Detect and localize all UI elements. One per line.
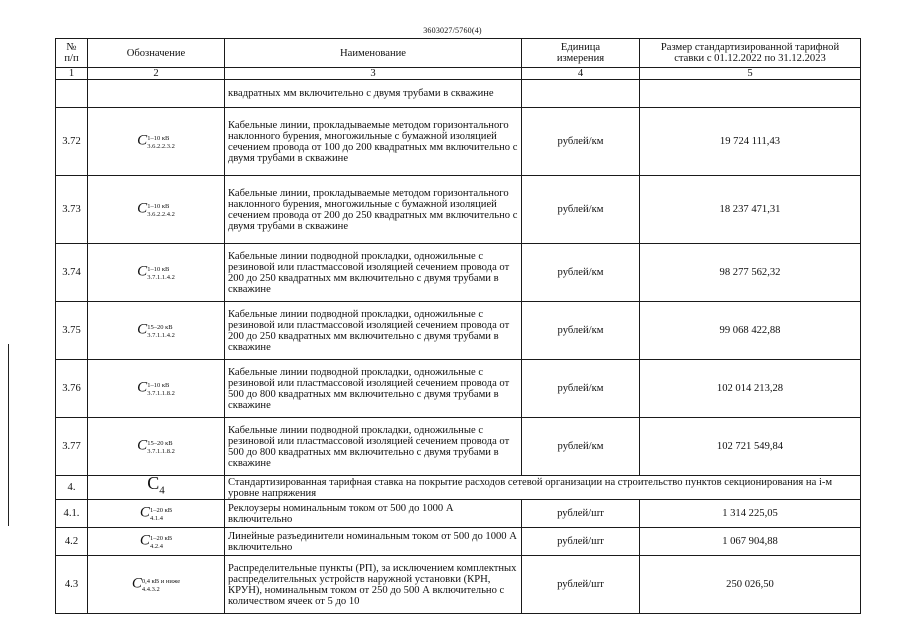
row-num: 3.73 (56, 176, 88, 244)
margin-line (8, 344, 9, 526)
code-letter: $C_4$ (147, 475, 165, 497)
column-number: 2 (88, 68, 225, 80)
row-unit: рублей/км (522, 302, 640, 360)
row-name: Распределительные пункты (РП), за исключением комплектных распределительных устройств наружной установки (КРН, КРУН), номинальным током от 250 до 500 А включительно с количеством ячеек от 5 до 10 (225, 556, 522, 614)
row-num: 3.77 (56, 418, 88, 476)
code-subscript: 3.6.2.2.4.2 (147, 210, 175, 218)
code-superscript: 1–10 кВ (147, 134, 170, 142)
continuation-row (56, 80, 861, 108)
row-code (88, 302, 225, 360)
code-letter: C (139, 531, 150, 548)
row-unit: рублей/шт (522, 528, 640, 556)
row-code (88, 80, 225, 108)
row-code (88, 418, 225, 476)
code-subscript: 4.2.4 (149, 542, 163, 550)
code-subscript: 4 (159, 484, 165, 497)
table-row (56, 108, 861, 176)
column-number-row (56, 68, 861, 80)
row-code (88, 556, 225, 614)
column-number: 4 (522, 68, 640, 80)
table-row (56, 528, 861, 556)
code-subscript: 3.7.1.1.8.2 (147, 389, 175, 397)
table-row (56, 302, 861, 360)
table-row (56, 176, 861, 244)
header-row (56, 39, 861, 68)
document-code: 3603027/5760(4) (423, 26, 482, 35)
column-number: 3 (225, 68, 522, 80)
row-code (88, 360, 225, 418)
code-letter: C (137, 199, 148, 216)
code-letter: C (137, 378, 148, 395)
row-name: Кабельные линии подводной прокладки, одножильные с резиновой или пластмассовой изоляцией сечением провода от 200 до 250 квадратных мм включительно с двумя трубами в скважине (225, 302, 522, 360)
code-superscript: 0,4 кВ и ниже (141, 577, 181, 585)
row-num: 4.3 (56, 556, 88, 614)
row-unit: рублей/км (522, 108, 640, 176)
table-row (56, 360, 861, 418)
row-value: 1 067 904,88 (640, 528, 861, 556)
row-value: 250 026,50 (640, 556, 861, 614)
row-value: 102 014 213,28 (640, 360, 861, 418)
code-subscript: 3.7.1.1.8.2 (147, 447, 175, 455)
code-letter: C (139, 503, 150, 520)
row-code (88, 176, 225, 244)
header-num: № п/п (56, 39, 88, 68)
row-num: 3.74 (56, 244, 88, 302)
row-unit: рублей/шт (522, 500, 640, 528)
row-code (88, 476, 225, 500)
code-superscript: 1–20 кВ (149, 534, 173, 542)
code-subscript: 3.7.1.1.4.2 (147, 331, 175, 339)
row-name: Кабельные линии подводной прокладки, одножильные с резиновой или пластмассовой изоляцией сечением провода от 500 до 800 квадратных мм включительно с двумя трубами в скважине (225, 360, 522, 418)
code-subscript: 4.1.4 (149, 514, 163, 522)
column-number: 1 (56, 68, 88, 80)
row-num: 4.1. (56, 500, 88, 528)
row-unit: рублей/км (522, 244, 640, 302)
code-letter: C (131, 574, 142, 591)
row-num: 4. (56, 476, 88, 500)
row-code (88, 500, 225, 528)
row-code (88, 528, 225, 556)
code-subscript: 3.6.2.2.3.2 (147, 142, 175, 150)
code-superscript: 1–10 кВ (147, 202, 170, 210)
column-number: 5 (640, 68, 861, 80)
row-num: 3.72 (56, 108, 88, 176)
code-subscript: 3.7.1.1.4.2 (147, 273, 175, 281)
row-value: 99 068 422,88 (640, 302, 861, 360)
row-name: Кабельные линии подводной прокладки, одножильные с резиновой или пластмассовой изоляцией сечением провода от 500 до 800 квадратных мм включительно с двумя трубами в скважине (225, 418, 522, 476)
code-letter: C (137, 262, 148, 279)
code-superscript: 1–10 кВ (147, 381, 170, 389)
code-superscript: 15–20 кВ (147, 439, 173, 447)
row-value: 1 314 225,05 (640, 500, 861, 528)
code-superscript: 15–20 кВ (147, 323, 173, 331)
row-unit: рублей/шт (522, 556, 640, 614)
row-value: 102 721 549,84 (640, 418, 861, 476)
row-unit (522, 80, 640, 108)
table-row (56, 500, 861, 528)
row-name: Линейные разъединители номинальным током от 500 до 1000 А включительно (225, 528, 522, 556)
row-code (88, 108, 225, 176)
row-num: 4.2 (56, 528, 88, 556)
table-row (56, 244, 861, 302)
row-name: Кабельные линии подводной прокладки, одножильные с резиновой или пластмассовой изоляцией сечением провода от 200 до 250 квадратных мм включительно с двумя трубами в скважине (225, 244, 522, 302)
table-row (56, 418, 861, 476)
table-row (56, 556, 861, 614)
code-letter: C (137, 131, 148, 148)
code-letter: C (137, 436, 148, 453)
section-name: Стандартизированная тарифная ставка на покрытие расходов сетевой организации на строительство пунктов секционирования на i-м уровне напряжения (225, 476, 861, 500)
row-code (88, 244, 225, 302)
row-unit: рублей/км (522, 418, 640, 476)
row-value: 98 277 562,32 (640, 244, 861, 302)
row-num: 3.75 (56, 302, 88, 360)
code-subscript: 4.4.3.2 (141, 585, 160, 593)
row-name: квадратных мм включительно с двумя трубами в скважине (225, 80, 522, 108)
row-name: Кабельные линии, прокладываемые методом горизонтального наклонного бурения, многожильные с бумажной изоляцией сечением провода от 200 до 250 квадратных мм включительно с двумя трубами в скважине (225, 176, 522, 244)
row-value: 18 237 471,31 (640, 176, 861, 244)
row-name: Кабельные линии, прокладываемые методом горизонтального наклонного бурения, многожильные с бумажной изоляцией сечением провода от 100 до 200 квадратных мм включительно с двумя трубами в скважине (225, 108, 522, 176)
section-row (56, 476, 861, 500)
code-superscript: 1–20 кВ (149, 506, 173, 514)
header-code: Обозначение (88, 39, 225, 68)
row-value: 19 724 111,43 (640, 108, 861, 176)
row-name: Реклоузеры номинальным током от 500 до 1000 А включительно (225, 500, 522, 528)
header-value: Размер стандартизированной тарифной ставки с 01.12.2022 по 31.12.2023 (640, 39, 861, 68)
row-unit: рублей/км (522, 176, 640, 244)
header-name: Наименование (225, 39, 522, 68)
code-letter: C (137, 320, 148, 337)
row-num: 3.76 (56, 360, 88, 418)
tariff-table (55, 38, 861, 614)
row-value (640, 80, 861, 108)
code-superscript: 1–10 кВ (147, 265, 170, 273)
row-num (56, 80, 88, 108)
row-unit: рублей/км (522, 360, 640, 418)
header-unit: Единица измерения (522, 39, 640, 68)
